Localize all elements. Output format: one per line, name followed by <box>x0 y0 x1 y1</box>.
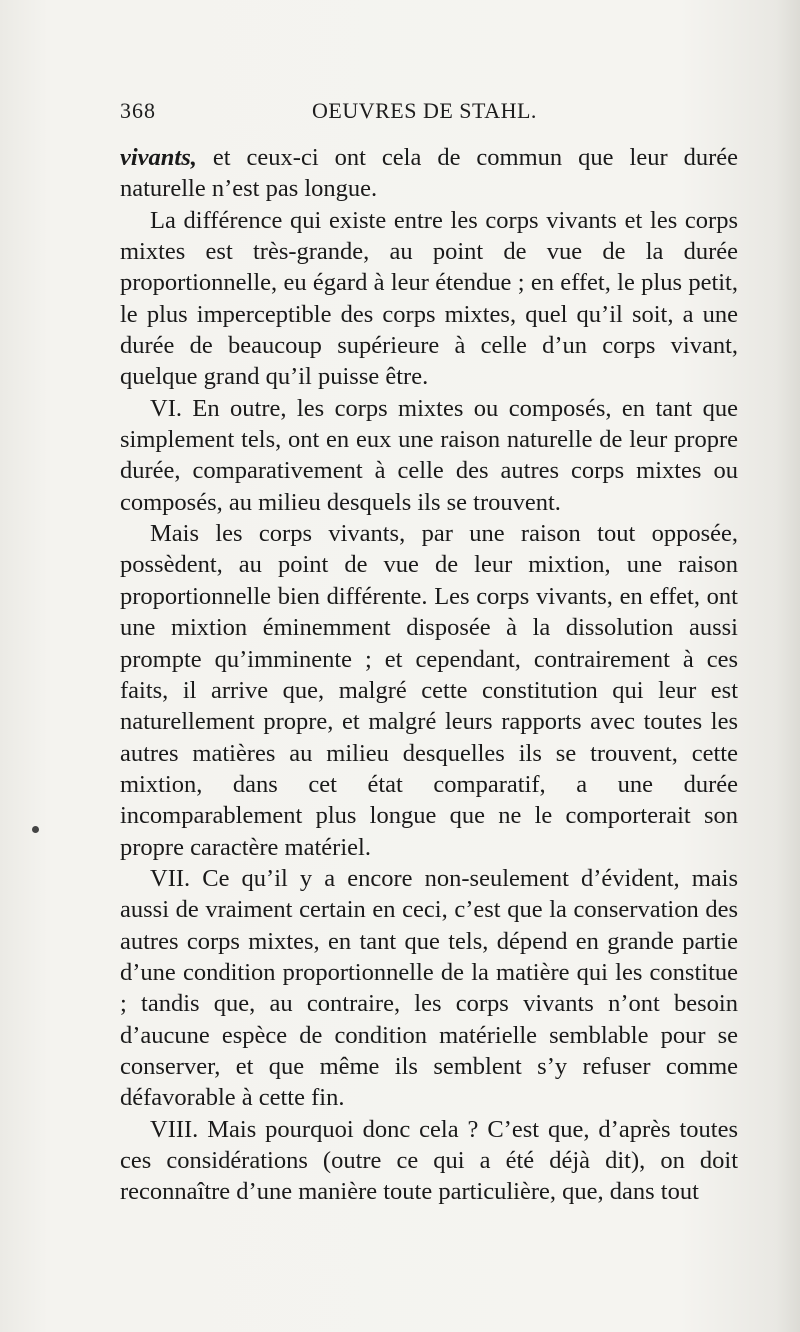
paragraph-section-vii: VII. Ce qu’il y a encore non-seulement d’évident, mais aussi de vraiment certain en ceci, c’est que la conservation des autres corps mixtes, en tant que tels, dépend en grande partie d’une condition proportionnelle de la matière qui les constitue ; tandis que, au contraire, les corps vivants n’ont besoin d’aucune espèce de condition matérielle semblable pour se conserver, et que même ils semblent s’y refuser comme défavorable à cette fin. <box>120 864 738 1112</box>
page-number: 368 <box>120 98 156 123</box>
paragraph-section-vi: VI. En outre, les corps mixtes ou composés, en tant que simplement tels, ont en eux une raison naturelle de leur propre durée, comparativement à celle des autres corps mixtes ou composés, au milieu desquels ils se trouvent. <box>120 394 738 516</box>
running-title: OEUVRES DE STAHL. <box>312 98 537 123</box>
body-text <box>120 142 738 1208</box>
paragraph-1-text: et ceux-ci ont cela de commun que leur durée naturelle n’est pas longue. <box>120 144 738 203</box>
paragraph-4: Mais les corps vivants, par une raison tout opposée, possèdent, au point de vue de leur mixtion, une raison proportionnelle bien différente. Les corps vivants, en effet, ont une mixtion éminemment disposée à la dissolution aussi prompte qu’imminente ; et cependant, contrairement à ces faits, il arrive que, malgré cette constitution qui leur est naturellement propre, et malgré leurs rapports avec toutes les autres matières au milieu desquelles ils se trouvent, cette mixtion, dans cet état comparatif, a une durée incomparablement plus longue que ne le comporterait son propre caractère matériel. <box>120 520 738 861</box>
paragraph-2: La différence qui existe entre les corps vivants et les corps mixtes est très-grande, au point de vue de la durée proportionnelle, eu égard à leur étendue ; en effet, le plus petit, le plus imperceptible des corps mixtes, quel qu’il soit, a une durée de beaucoup supérieure à celle d’un corps vivant, quelque grand qu’il puisse être. <box>120 206 738 391</box>
ink-spot <box>32 826 39 833</box>
paragraph-1 <box>120 142 738 205</box>
running-header <box>120 98 738 134</box>
paragraph-section-viii: VIII. Mais pourquoi donc cela ? C’est que, d’après toutes ces considérations (outre ce qui a été déjà dit), on doit reconnaître d’une manière toute particulière, que, dans tout <box>120 1115 738 1206</box>
paragraph-1-italic-word: vivants, <box>120 144 197 171</box>
